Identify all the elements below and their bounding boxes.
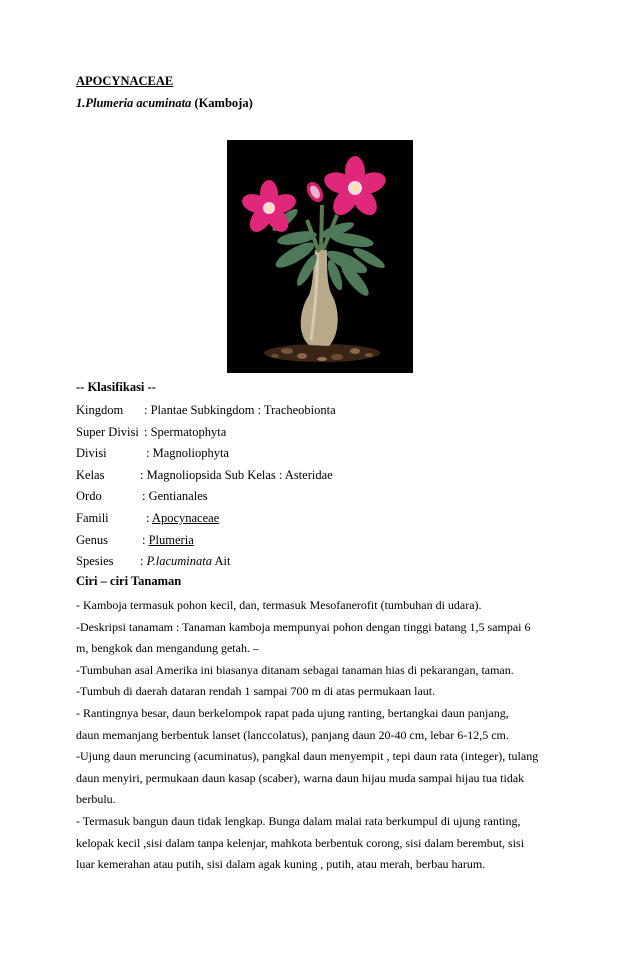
- row-label: Kelas: [76, 468, 105, 482]
- common-name: (Kamboja): [194, 96, 253, 110]
- family-heading: APOCYNACEAE: [76, 74, 174, 88]
- characteristics-line: daun menyiri, permukaan daun kasap (scaber), warna daun hijau muda sampai hijau tua tidak: [76, 771, 525, 785]
- row-value: : Magnoliophyta: [146, 446, 229, 460]
- row-value-prefix: :: [142, 533, 149, 547]
- characteristics-line: - Termasuk bangun daun tidak lengkap. Bunga dalam malai rata berkumpul di ujung ranting,: [76, 814, 521, 828]
- characteristics-line: kelopak kecil ,sisi dalam tanpa kelenjar, mahkota berbentuk corong, sisi dalam berembut, sisi: [76, 836, 525, 850]
- row-value: [142, 533, 194, 548]
- characteristics-line: luar kemerahan atau putih, sisi dalam agak kuning , putih, atau merah, berbau harum.: [76, 857, 486, 871]
- row-value: [146, 511, 219, 526]
- soil-pebbles: [264, 344, 380, 362]
- row-value: : Magnoliopsida Sub Kelas : Asteridae: [140, 468, 333, 482]
- genus-link[interactable]: Plumeria: [148, 533, 194, 547]
- species-name: Plumeria acuminata: [85, 96, 192, 110]
- row-label: Super Divisi: [76, 425, 139, 439]
- row-value: : Spermatophyta: [144, 425, 227, 439]
- famili-link[interactable]: Apocynaceae: [151, 511, 220, 525]
- row-label: Ordo: [76, 489, 102, 503]
- row-label: Kingdom: [76, 403, 124, 417]
- characteristics-line: -Tumbuhan asal Amerika ini biasanya ditanam sebagai tanaman hias di pekarangan, taman.: [76, 663, 514, 677]
- row-value-suffix: Ait: [212, 554, 231, 568]
- row-value: : Plantae Subkingdom : Tracheobionta: [144, 403, 336, 417]
- row-label: Spesies: [76, 554, 114, 568]
- characteristics-line: daun memanjang berbentuk lanset (lanccolatus), panjang daun 20-40 cm, lebar 6-12,5 cm.: [76, 728, 509, 742]
- row-value-prefix: :: [140, 554, 147, 568]
- row-label: Divisi: [76, 446, 107, 460]
- species-number: 1.: [76, 96, 86, 110]
- species-title: [76, 96, 253, 111]
- row-label: Famili: [76, 511, 109, 525]
- row-value: [140, 554, 230, 569]
- row-label: Genus: [76, 533, 108, 547]
- characteristics-line: - Rantingnya besar, daun berkelompok rapat pada ujung ranting, bertangkai daun panjang,: [76, 706, 509, 720]
- characteristics-line: -Ujung daun meruncing (acuminatus), pangkal daun menyempit , tepi daun rata (integer), tulang: [76, 749, 539, 763]
- characteristics-heading: Ciri – ciri Tanaman: [76, 574, 182, 588]
- characteristics-line: -Deskripsi tanamam : Tanaman kamboja mempunyai pohon dengan tinggi batang 1,5 sampai 6: [76, 620, 531, 634]
- classification-heading: -- Klasifikasi --: [76, 380, 156, 394]
- species-italic: P.lacuminata: [146, 554, 213, 568]
- characteristics-line: berbulu.: [76, 792, 116, 806]
- characteristics-line: - Kamboja termasuk pohon kecil, dan, termasuk Mesofanerofit (tumbuhan di udara).: [76, 598, 482, 612]
- row-value-prefix: :: [146, 511, 152, 525]
- characteristics-line: m, bengkok dan mengandung getah. –: [76, 641, 259, 655]
- plant-photo: [227, 140, 413, 373]
- characteristics-line: -Tumbuh di daerah dataran rendah 1 sampai 700 m di atas permukaan laut.: [76, 684, 436, 698]
- row-value: : Gentianales: [142, 489, 208, 503]
- plant-illustration: [227, 140, 413, 373]
